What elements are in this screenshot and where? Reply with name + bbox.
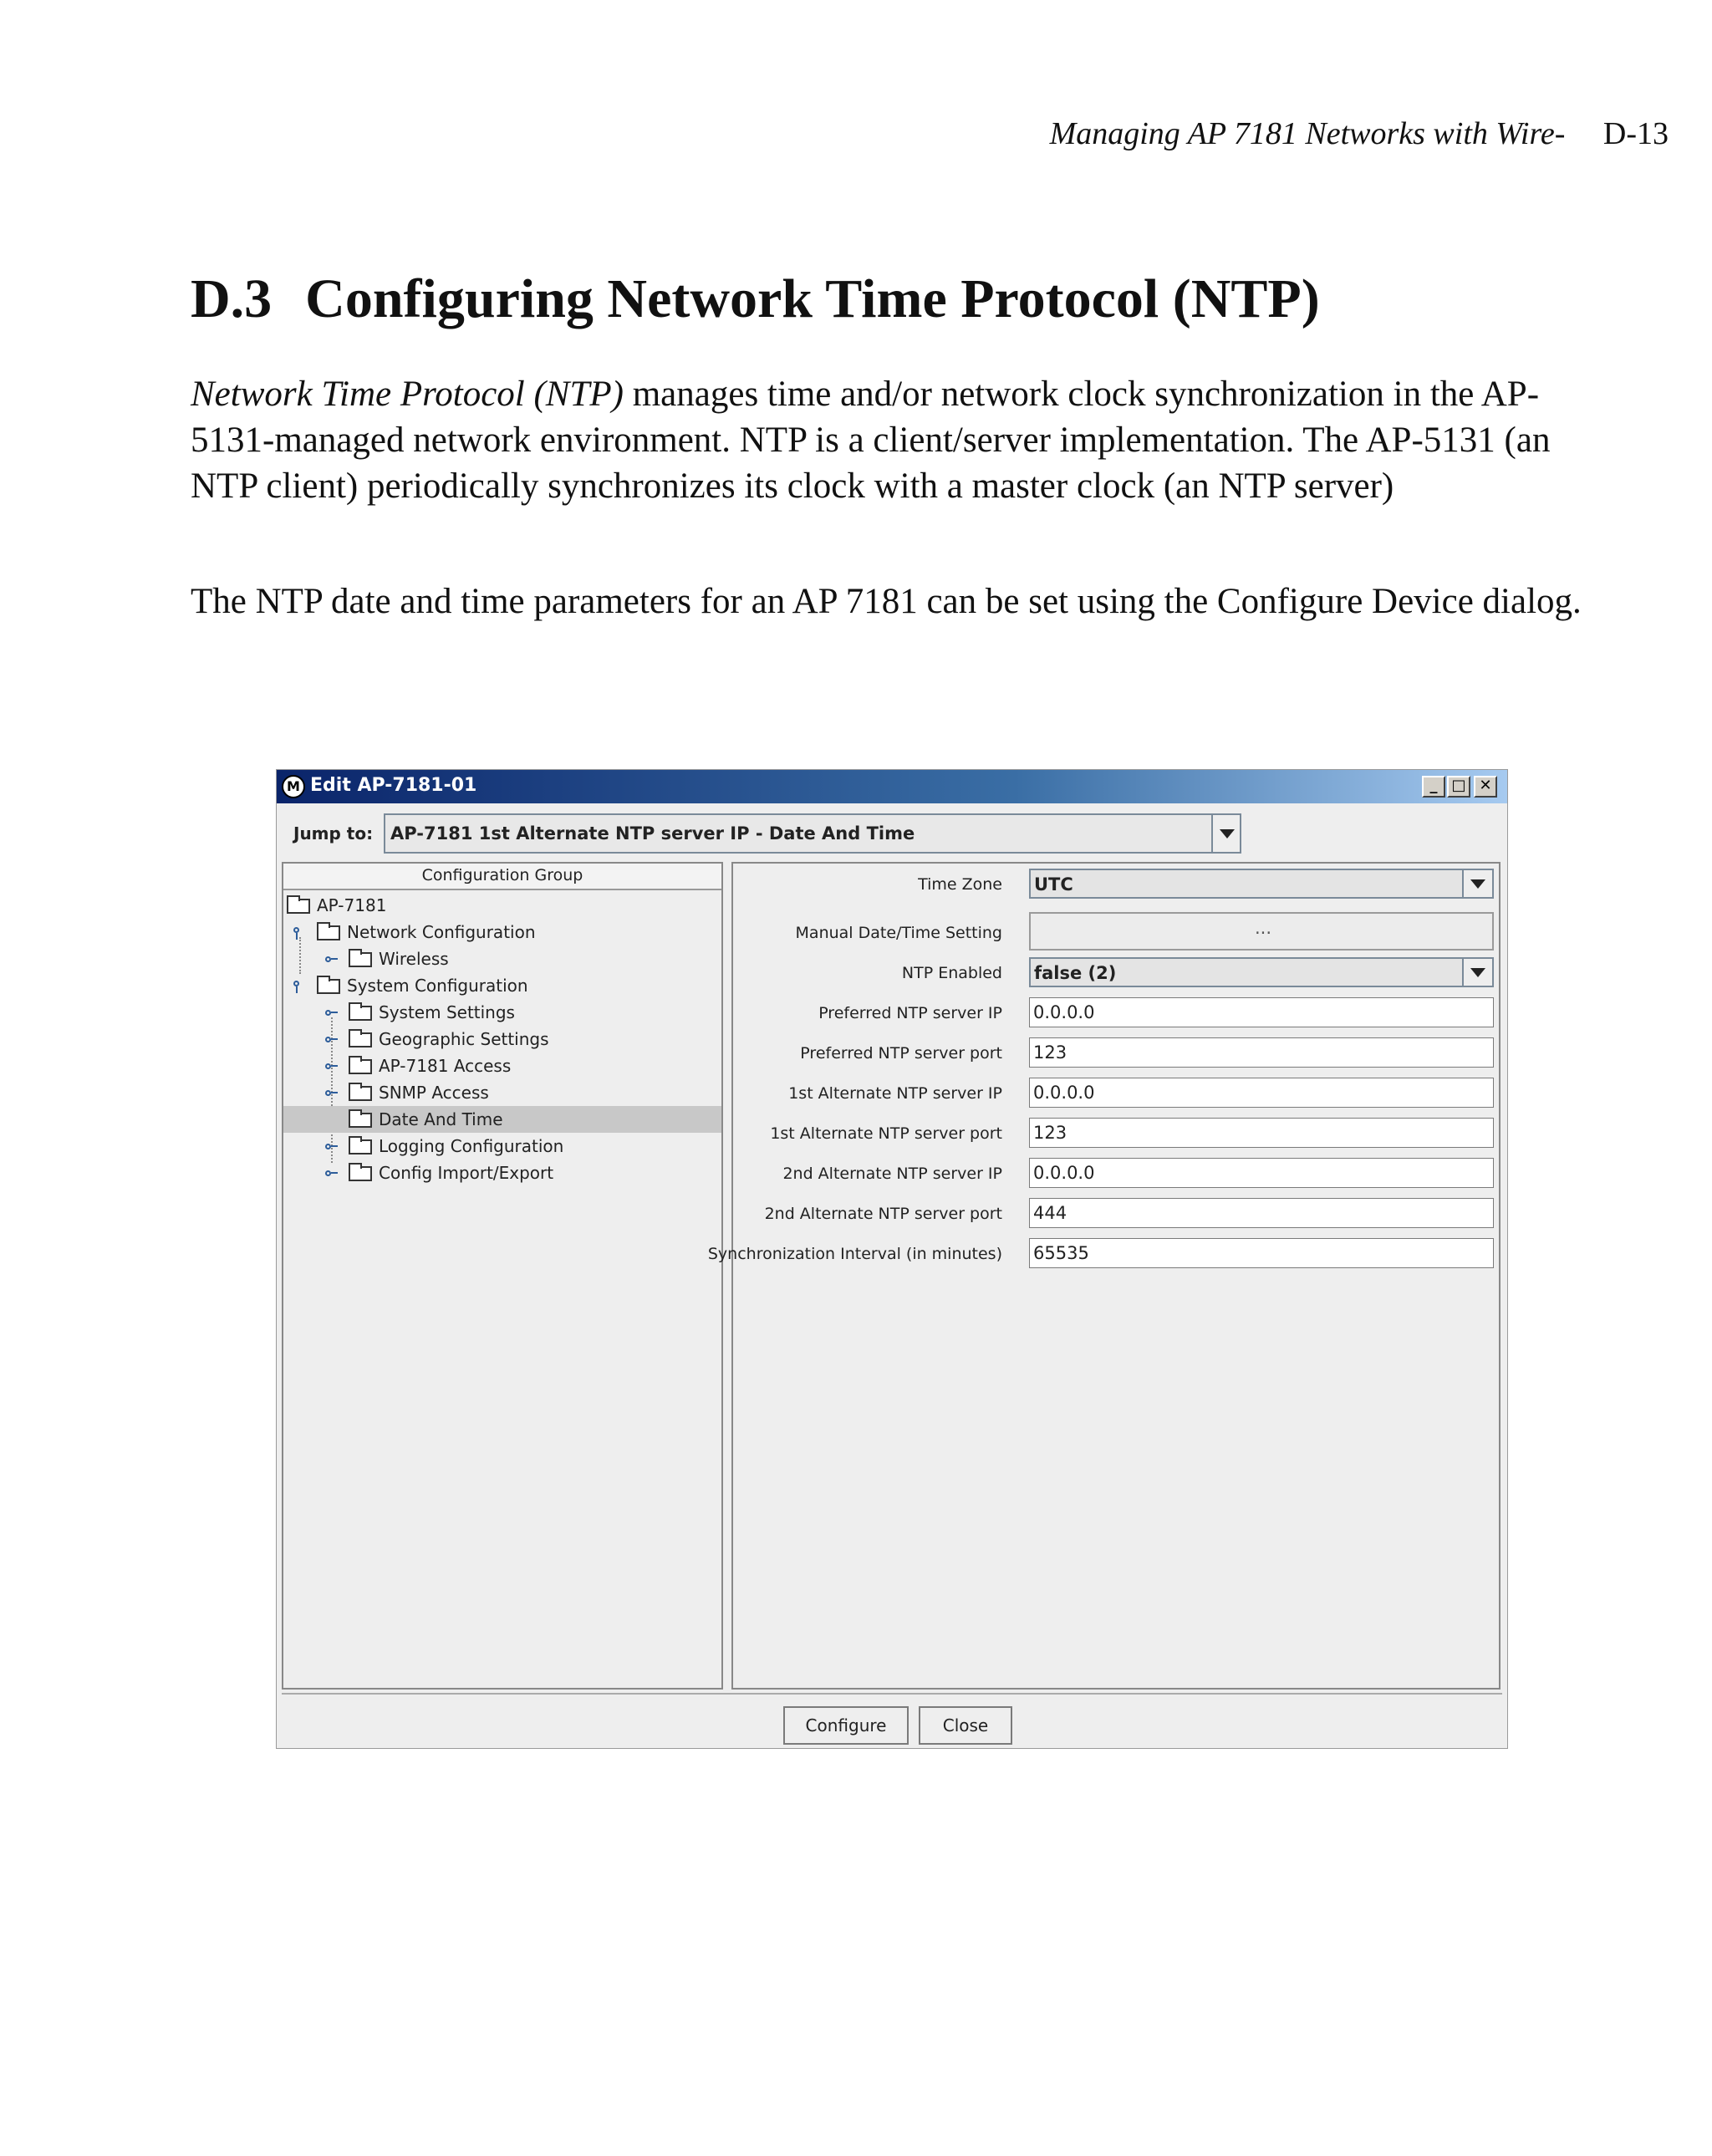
tree-node-date-and-time[interactable]: Date And Time [283, 1106, 721, 1133]
dialog-title: Edit AP-7181-01 [310, 775, 477, 796]
preferred-ntp-port-label: Preferred NTP server port [800, 1044, 1002, 1063]
configuration-tree [283, 892, 721, 1186]
manual-datetime-button[interactable]: ... [1029, 912, 1494, 951]
alt2-ntp-port-input[interactable]: 444 [1029, 1198, 1494, 1228]
running-header-title: Managing AP 7181 Networks with Wire- [1049, 116, 1566, 151]
section-number: D.3 [191, 268, 273, 329]
folder-icon [317, 925, 340, 940]
date-time-settings-panel [707, 862, 1501, 1690]
intro-paragraph [191, 371, 1595, 509]
tree-node-system-configuration[interactable]: System Configuration [283, 972, 721, 999]
jump-to-label: Jump to: [293, 823, 374, 844]
expand-toggle-icon[interactable] [325, 1037, 337, 1042]
alt2-ntp-ip-row [733, 1158, 1499, 1190]
running-header [1050, 115, 1669, 152]
expand-toggle-icon[interactable] [325, 1144, 337, 1149]
edit-device-dialog [276, 769, 1508, 1749]
alt2-ntp-port-row [733, 1198, 1499, 1230]
close-button[interactable]: Close [919, 1706, 1012, 1745]
folder-icon [317, 979, 340, 994]
preferred-ntp-ip-row [733, 997, 1499, 1029]
expand-toggle-icon[interactable] [293, 981, 300, 994]
chevron-down-icon[interactable] [1462, 870, 1492, 897]
motorola-logo-icon: M [282, 775, 305, 798]
tree-node-system-settings[interactable]: System Settings [283, 999, 721, 1026]
configure-button[interactable]: Configure [783, 1706, 909, 1745]
alt2-ntp-port-label: 2nd Alternate NTP server port [764, 1205, 1002, 1223]
alt2-ntp-ip-label: 2nd Alternate NTP server IP [782, 1165, 1002, 1183]
jump-to-value: AP-7181 1st Alternate NTP server IP - Date And Time [390, 823, 915, 844]
folder-icon [349, 1139, 372, 1154]
folder-icon [349, 1166, 372, 1181]
tree-node-ap7181[interactable]: AP-7181 [283, 892, 721, 919]
ntp-enabled-row [733, 957, 1499, 989]
dialog-titlebar[interactable] [277, 770, 1507, 803]
alt1-ntp-port-row [733, 1118, 1499, 1149]
ntp-term: Network Time Protocol (NTP) [191, 375, 624, 414]
manual-datetime-label: Manual Date/Time Setting [795, 924, 1002, 942]
tree-node-snmp-access[interactable]: SNMP Access [283, 1079, 721, 1106]
minimize-button[interactable]: _ [1422, 776, 1445, 798]
folder-icon [349, 1059, 372, 1074]
tree-node-network-configuration[interactable]: Network Configuration [283, 919, 721, 945]
preferred-ntp-ip-label: Preferred NTP server IP [818, 1004, 1002, 1022]
section-title [191, 268, 1320, 331]
alt2-ntp-ip-input[interactable]: 0.0.0.0 [1029, 1158, 1494, 1188]
tree-node-geographic-settings[interactable]: Geographic Settings [283, 1026, 721, 1053]
tree-node-ap7181-access[interactable]: AP-7181 Access [283, 1053, 721, 1079]
jump-to-select[interactable] [384, 813, 1241, 854]
alt1-ntp-ip-row [733, 1078, 1499, 1109]
preferred-ntp-port-row [733, 1037, 1499, 1069]
time-zone-select[interactable]: UTC [1029, 869, 1494, 899]
folder-icon [349, 1113, 372, 1128]
expand-toggle-icon[interactable] [325, 1170, 337, 1176]
time-zone-row [733, 869, 1499, 900]
alt1-ntp-ip-input[interactable]: 0.0.0.0 [1029, 1078, 1494, 1108]
alt1-ntp-ip-label: 1st Alternate NTP server IP [788, 1084, 1002, 1103]
tree-node-logging-configuration[interactable]: Logging Configuration [283, 1133, 721, 1160]
expand-toggle-icon[interactable] [325, 1010, 337, 1016]
configuration-group-header: Configuration Group [283, 864, 721, 890]
alt1-ntp-port-input[interactable]: 123 [1029, 1118, 1494, 1148]
tree-node-config-import-export[interactable]: Config Import/Export [283, 1160, 721, 1186]
intro-paragraph-text: manages time and/or network clock synchronization in the AP-5131-managed network environment. NTP is a client/server implementation. The AP-5131 (an NTP client) periodically synchronizes its clock with a master clock (an NTP server) [191, 375, 1551, 506]
folder-icon [349, 1086, 372, 1101]
configuration-group-panel [282, 862, 723, 1690]
expand-toggle-icon[interactable] [325, 956, 337, 962]
chevron-down-icon[interactable] [1211, 815, 1240, 852]
preferred-ntp-port-input[interactable]: 123 [1029, 1037, 1494, 1068]
manual-datetime-row [733, 915, 1499, 947]
time-zone-label: Time Zone [918, 875, 1002, 894]
dialog-footer [282, 1693, 1502, 1748]
expand-toggle-icon[interactable] [325, 1090, 337, 1096]
section-title-text: Configuring Network Time Protocol (NTP) [305, 268, 1320, 329]
tree-node-wireless[interactable]: Wireless [283, 945, 721, 972]
folder-icon [349, 952, 372, 967]
folder-icon [349, 1006, 372, 1021]
sync-interval-label: Synchronization Interval (in minutes) [707, 1245, 1002, 1263]
folder-icon [287, 899, 310, 914]
page-number: D-13 [1602, 116, 1669, 151]
chevron-down-icon[interactable] [1462, 959, 1492, 986]
close-window-button[interactable]: ✕ [1474, 776, 1497, 798]
sync-interval-row [707, 1238, 1499, 1270]
preferred-ntp-ip-input[interactable]: 0.0.0.0 [1029, 997, 1494, 1027]
ntp-enabled-select[interactable]: false (2) [1029, 957, 1494, 987]
alt1-ntp-port-label: 1st Alternate NTP server port [770, 1124, 1002, 1143]
expand-toggle-icon[interactable] [293, 927, 300, 940]
folder-icon [349, 1032, 372, 1047]
dialog-paragraph: The NTP date and time parameters for an AP 7181 can be set using the Configure Device dialog. [191, 582, 1582, 621]
expand-toggle-icon[interactable] [325, 1063, 337, 1069]
sync-interval-input[interactable]: 65535 [1029, 1238, 1494, 1268]
ntp-enabled-label: NTP Enabled [901, 964, 1002, 982]
maximize-button[interactable]: □ [1447, 776, 1470, 798]
